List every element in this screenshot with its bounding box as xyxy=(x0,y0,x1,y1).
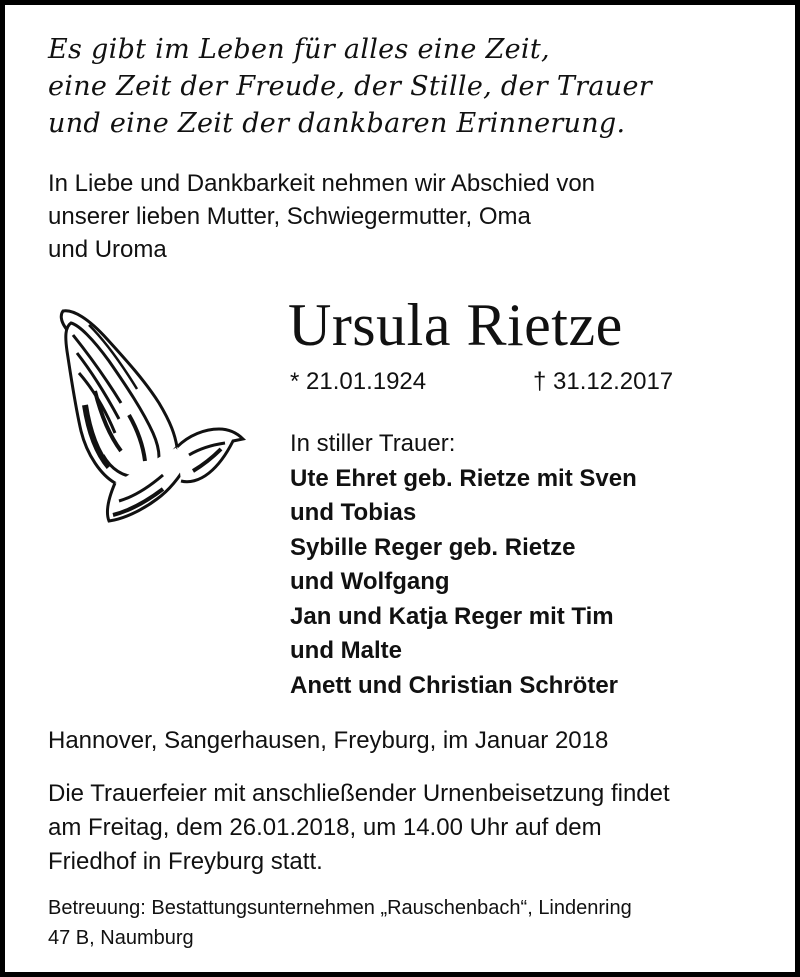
care-line: Betreuung: Bestattungsunternehmen „Rauschenbach“, Lindenring xyxy=(48,897,632,919)
mourner-line: Ute Ehret geb. Rietze mit Sven xyxy=(290,464,637,492)
deceased-name: Ursula Rietze xyxy=(288,292,623,358)
place-and-date: Hannover, Sangerhausen, Freyburg, im Januar 2018 xyxy=(48,727,609,754)
mourner-line: Sybille Reger geb. Rietze xyxy=(290,533,576,561)
care-line: 47 B, Naumburg xyxy=(48,927,194,949)
poem-line: Es gibt im Leben für alles eine Zeit, xyxy=(48,34,550,65)
mourners-heading: In stiller Trauer: xyxy=(290,430,456,457)
mourner-line: und Malte xyxy=(290,637,402,664)
death-date: † 31.12.2017 xyxy=(533,368,674,395)
mourner-line: und Wolfgang xyxy=(290,568,450,595)
intro-text xyxy=(48,167,595,266)
poem-line: eine Zeit der Freude, der Stille, der Trauer xyxy=(48,71,652,102)
mourners-list xyxy=(290,427,637,703)
mourner-line: Jan und Katja Reger mit Tim xyxy=(290,602,614,630)
intro-line: und Uroma xyxy=(48,236,167,263)
poem-line: und eine Zeit der dankbaren Erinnerung. xyxy=(48,108,626,139)
ceremony-line: Die Trauerfeier mit anschließender Urnenbeisetzung findet xyxy=(48,780,670,807)
funeral-home-info xyxy=(48,893,632,953)
praying-hands-icon xyxy=(49,305,249,530)
mourner-line: Anett und Christian Schröter xyxy=(290,671,619,699)
ceremony-line: am Freitag, dem 26.01.2018, um 14.00 Uhr auf dem xyxy=(48,814,602,841)
ceremony-line: Friedhof in Freyburg statt. xyxy=(48,848,323,875)
mourner-line: und Tobias xyxy=(290,499,417,526)
ceremony-info xyxy=(48,777,670,879)
intro-line: unserer lieben Mutter, Schwiegermutter, Oma xyxy=(48,203,531,230)
intro-line: In Liebe und Dankbarkeit nehmen wir Abschied von xyxy=(48,170,596,197)
poem xyxy=(48,31,652,142)
birth-date: * 21.01.1924 xyxy=(290,368,427,395)
